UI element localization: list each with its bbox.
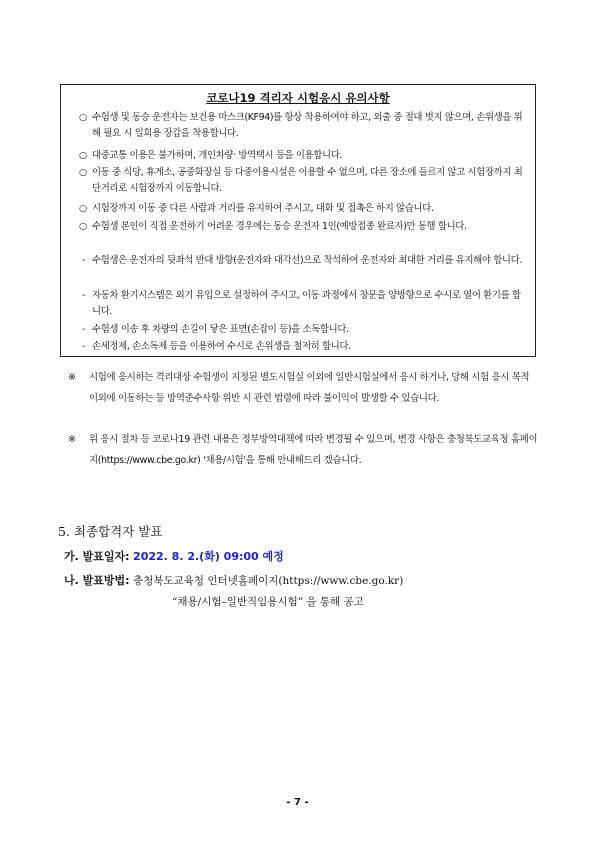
section-title: 5. 최종합격자 발표 bbox=[58, 524, 163, 539]
announce-date-row: 가. 발표일자: 2022. 8. 2.(화) 09:00 예정 bbox=[64, 550, 284, 563]
announce-method-detail: “채용/시험–일반직임용시험” 을 통해 공고 bbox=[172, 596, 364, 608]
covid-notice-box: 코로나19 격리자 시험응시 유의사항 ○ 수험생 및 동승 운전자는 보건용 마스크(KF94)를 항상 착용하여야 하고, 외출 중 절대 벗지 않으며, 손위생을 위해 필요 시 일회용 장갑을 착용합니다. ○ 대중교통 이용은 불가하며, 개인차량· 방역택시 등을 이용합니다. ○ 이동 중 식당, 휴게소, 공중화장실 등 다중이용시설은 이용할 수 없으며, 다른 장소에 들르지 않고 시험장까지 최단거리로 시험장까지 이동합니다. ○ 시험장까지 이동 중 다른 사람과 거리를 유지하여 주시고, 대화 및 접촉은 하지 않습니다. ○ 수험생 본인이 직접 운전하기 어려운 경우에는 동승 운전자 1인(예방접종 완료자)만 동행 합니다. - 수험생은 운전자의 뒷좌석 반대 방향(운전자와 대각선)으로 착석하여 운전자와 최대한 거리를 유지해야 합니다. - 자동차 환기시스템은 외기 유입으로 설정하여 주시고, 이동 과정에서 창문을 양방향으로 수시로 열어 환기를 합니다. - 수험생 이송 후 차량의 손길이 닿은 표면(손잡이 등)을 소독합니다. - 손세정제, 손소독제 등을 이용하여 수시로 손위생을 철저히 합니다. bbox=[60, 84, 536, 357]
notice-title: 코로나19 격리자 시험응시 유의사항 bbox=[206, 91, 390, 105]
notice-bullet-1: ○ 수험생 및 동승 운전자는 보건용 마스크(KF94)를 항상 착용하여야 하고, 외출 중 절대 벗지 않으며, 손위생을 위해 필요 시 일회용 장갑을 착용합니다. bbox=[79, 112, 523, 139]
page-number: - 7 - bbox=[286, 797, 309, 808]
announce-method-row: 나. 발표방법: 충청북도교육청 인터넷홈페이지(https://www.cbe.go.kr) bbox=[64, 574, 404, 587]
